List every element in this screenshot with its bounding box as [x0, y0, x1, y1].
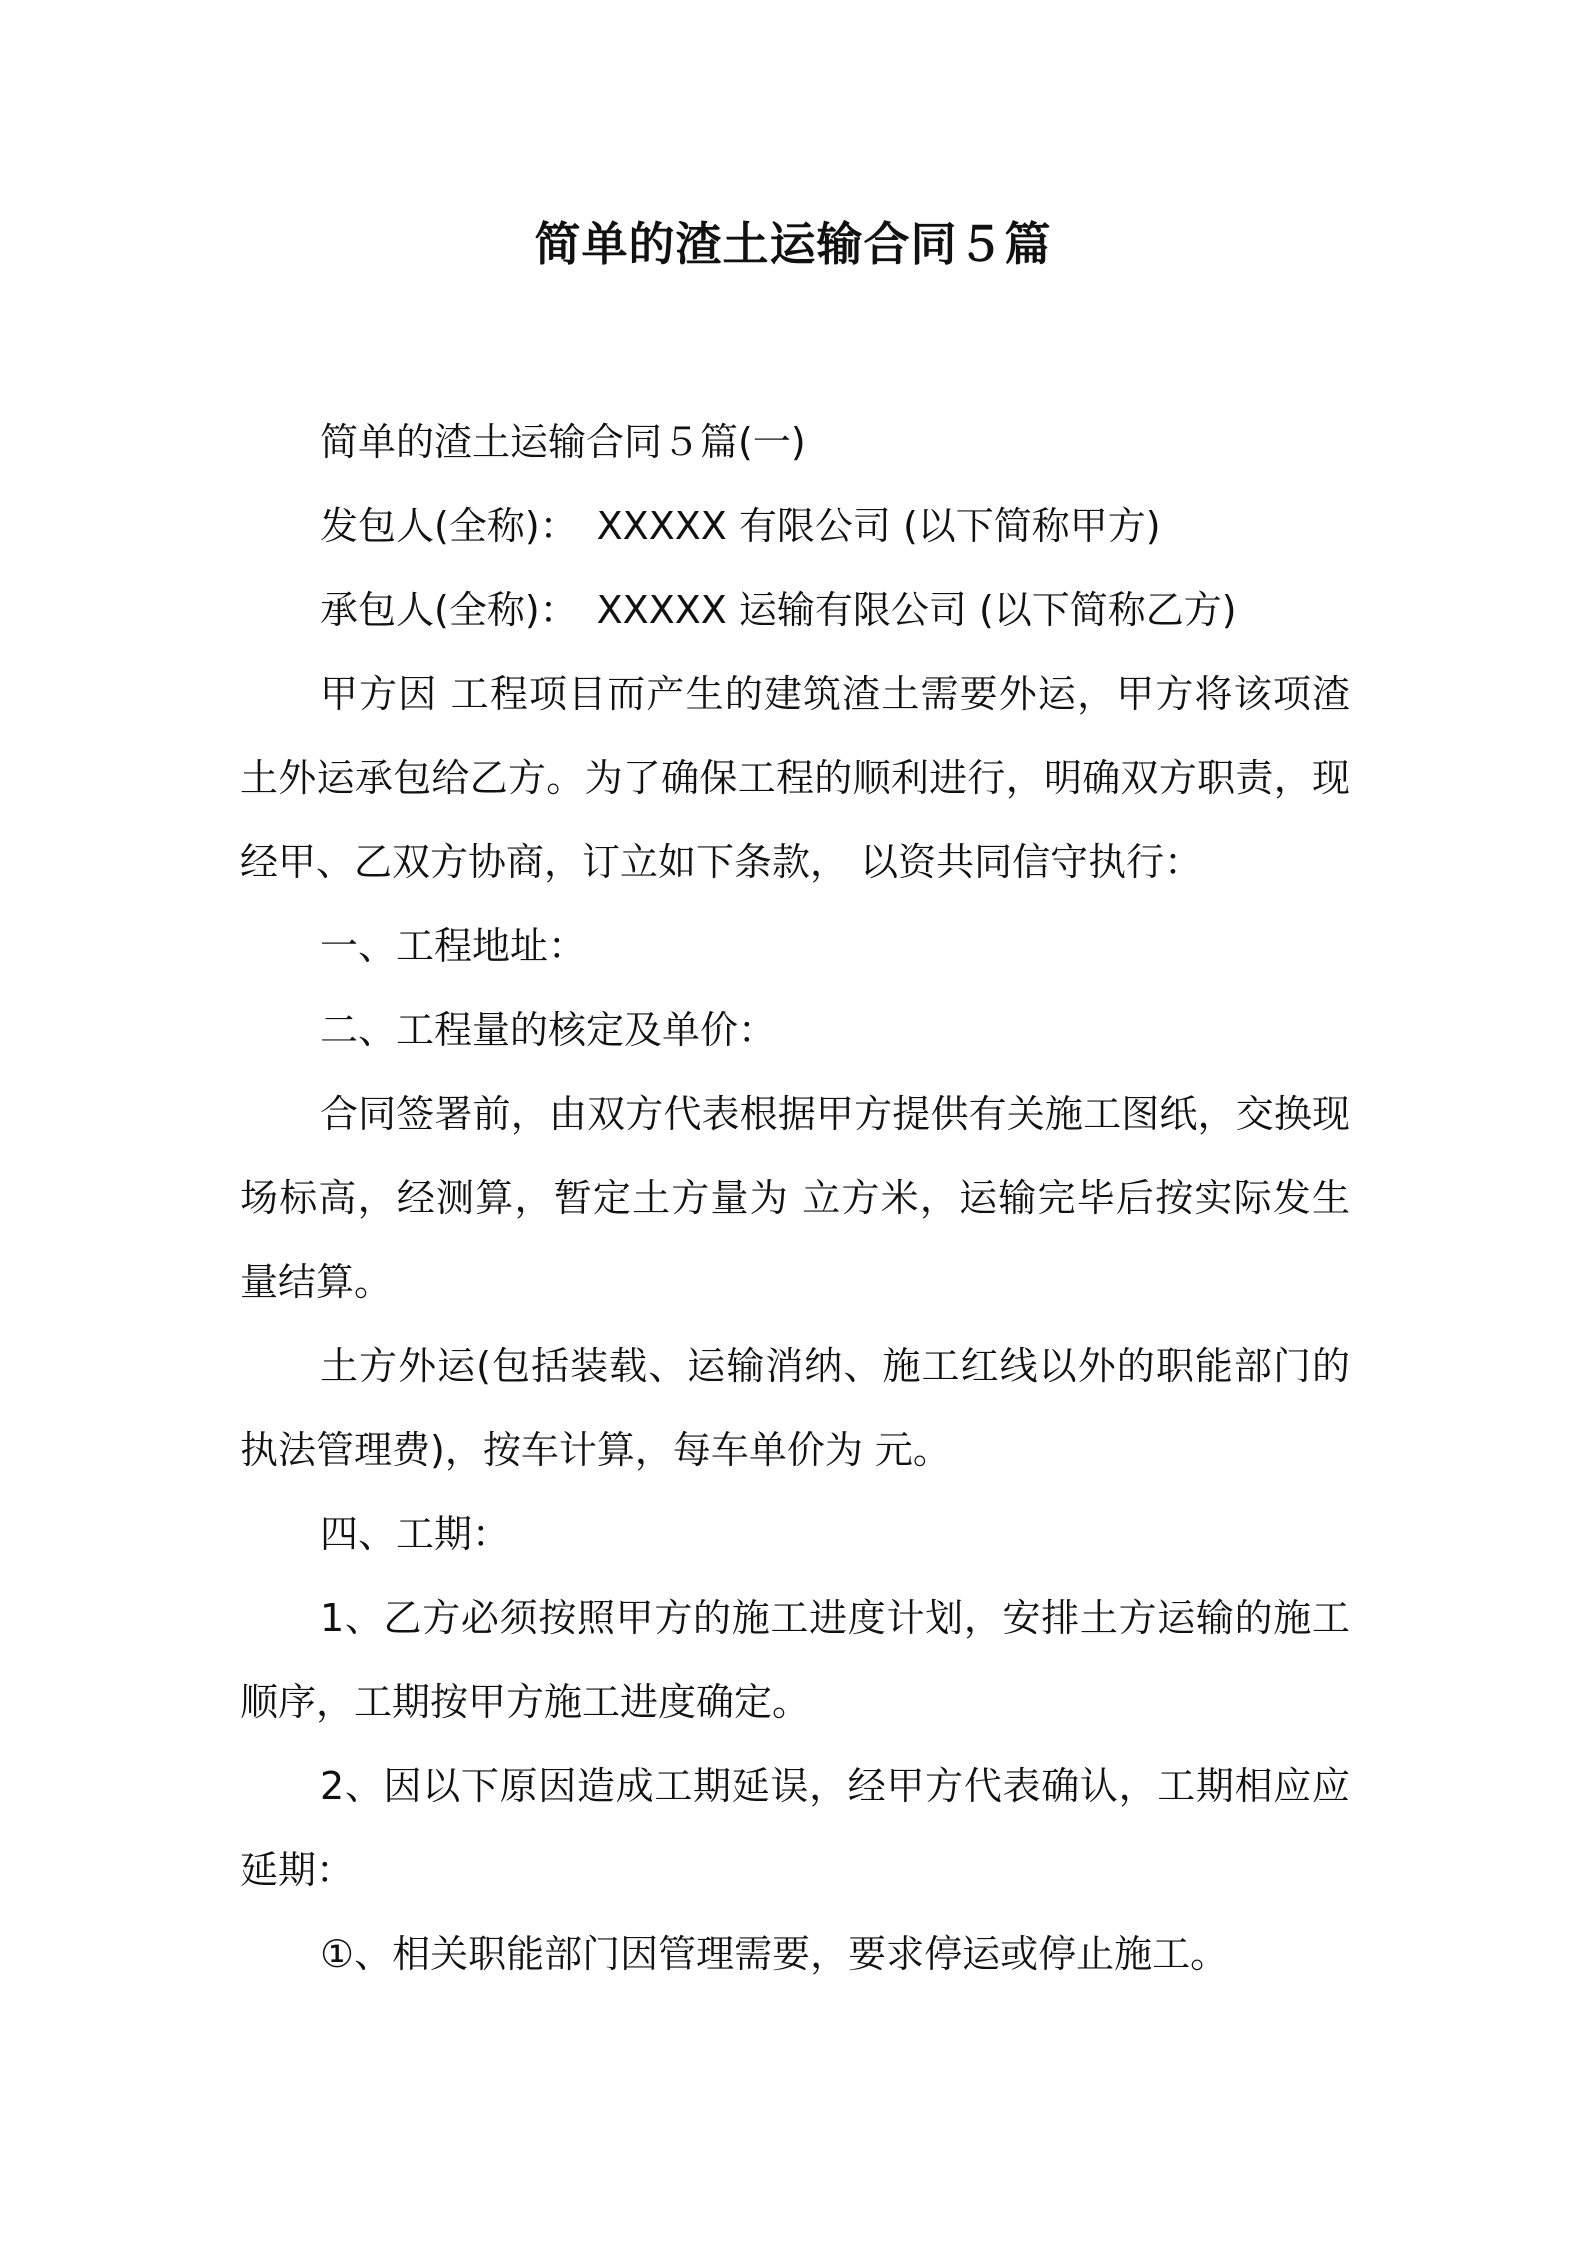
document-body: [240, 400, 1350, 1996]
paragraph-subtitle: 简单的渣土运输合同５篇(一): [320, 420, 806, 464]
document-title: 简单的渣土运输合同５篇: [534, 217, 1052, 271]
paragraph-schedule-1: 1、乙方必须按照甲方的施工进度计划，安排土方运输的施工顺序，工期按甲方施工进度确定。: [240, 1596, 1350, 1724]
paragraph-party-a: 发包人(全称)： XXXXX 有限公司 (以下简称甲方): [320, 504, 1161, 548]
paragraph-quantity: 合同签署前，由双方代表根据甲方提供有关施工图纸，交换现场标高，经测算，暂定土方量为 立方米，运输完毕后按实际发生量结算。: [240, 1092, 1350, 1304]
paragraph-section-1: 一、工程地址：: [320, 924, 587, 968]
paragraph-section-4: 四、工期：: [320, 1512, 511, 1556]
paragraph-delay-reason-1: ①、相关职能部门因管理需要，要求停运或停止施工。: [320, 1932, 1229, 1976]
paragraph-section-2: 二、工程量的核定及单价：: [320, 1008, 777, 1052]
paragraph-schedule-2: 2、因以下原因造成工期延误，经甲方代表确认，工期相应应延期：: [240, 1764, 1350, 1892]
paragraph-unit-price: 土方外运(包括装载、运输消纳、施工红线以外的职能部门的执法管理费)，按车计算，每车单价为 元。: [240, 1344, 1350, 1472]
paragraph-preamble: 甲方因 工程项目而产生的建筑渣土需要外运，甲方将该项渣土外运承包给乙方。为了确保工程的顺利进行，明确双方职责，现经甲、乙双方协商，订立如下条款， 以资共同信守执行：: [240, 672, 1350, 884]
paragraph-party-b: 承包人(全称)： XXXXX 运输有限公司 (以下简称乙方): [320, 588, 1237, 632]
